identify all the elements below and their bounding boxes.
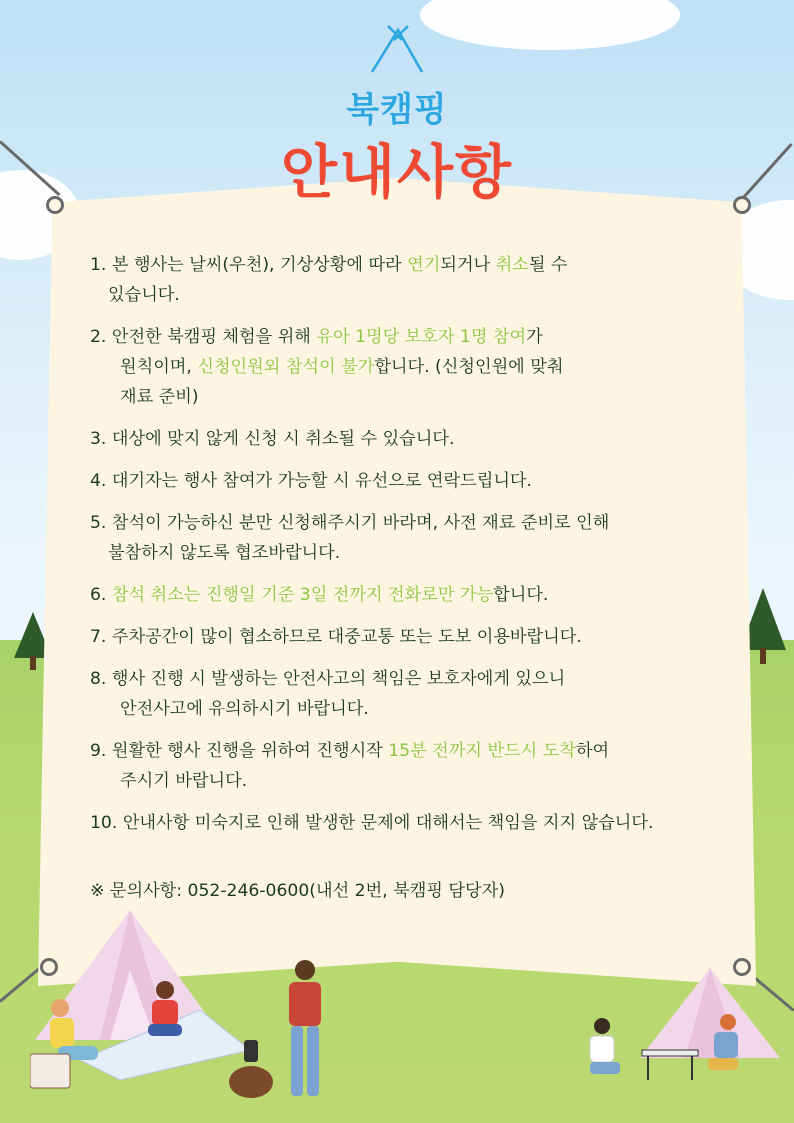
contact-note: ※ 문의사항: 052-246-0600(내선 2번, 북캠핑 담당자)	[90, 881, 505, 901]
person-camp-chair-illustration	[700, 1012, 750, 1082]
page-title: 안내사항	[280, 138, 514, 206]
person-camp-chair-illustration	[580, 1016, 630, 1086]
list-item: 3. 대상에 맞지 않게 신청 시 취소될 수 있습니다.	[90, 429, 455, 449]
person-standing-illustration	[275, 958, 335, 1108]
list-item: 10. 안내사항 미숙지로 인해 발생한 문제에 대해서는 책임을 지지 않습니다.	[90, 813, 654, 833]
list-item: 4. 대기자는 행사 참여가 가능할 시 유선으로 연락드립니다.	[90, 471, 532, 491]
list-item: 8. 행사 진행 시 발생하는 안전사고의 책임은 보호자에게 있으니 안전사고에 유의하시기 바랍니다.	[90, 669, 566, 719]
list-item: 9. 원활한 행사 진행을 위하여 진행시작 15분 전까지 반드시 도착하여 주시기 바랍니다.	[90, 741, 610, 791]
subtitle: 북캠핑	[346, 90, 448, 130]
list-item: 1. 본 행사는 날씨(우천), 기상상황에 따라 연기되거나 취소될 수 있습니다.	[90, 255, 568, 305]
person-lying-illustration	[30, 996, 110, 1096]
list-item: 7. 주차공간이 많이 협소하므로 대중교통 또는 도보 이용바랍니다.	[90, 627, 582, 647]
list-item: 6. 참석 취소는 진행일 기준 3일 전까지 전화로만 가능합니다.	[90, 585, 549, 605]
list-item: 2. 안전한 북캠핑 체험을 위해 유아 1명당 보호자 1명 참여가 원칙이며, 신청인원외 참석이 불가합니다. (신청인원에 맞춰 재료 준비)	[90, 327, 564, 407]
camp-table-illustration	[640, 1040, 700, 1080]
tent-icon	[368, 24, 426, 76]
lantern-stump-illustration	[226, 1040, 276, 1100]
person-sitting-illustration	[140, 978, 190, 1048]
list-item: 5. 참석이 가능하신 분만 신청해주시기 바라며, 사전 재료 준비로 인해 불참하지 않도록 협조바랍니다.	[90, 513, 610, 563]
notice-list	[90, 250, 730, 850]
